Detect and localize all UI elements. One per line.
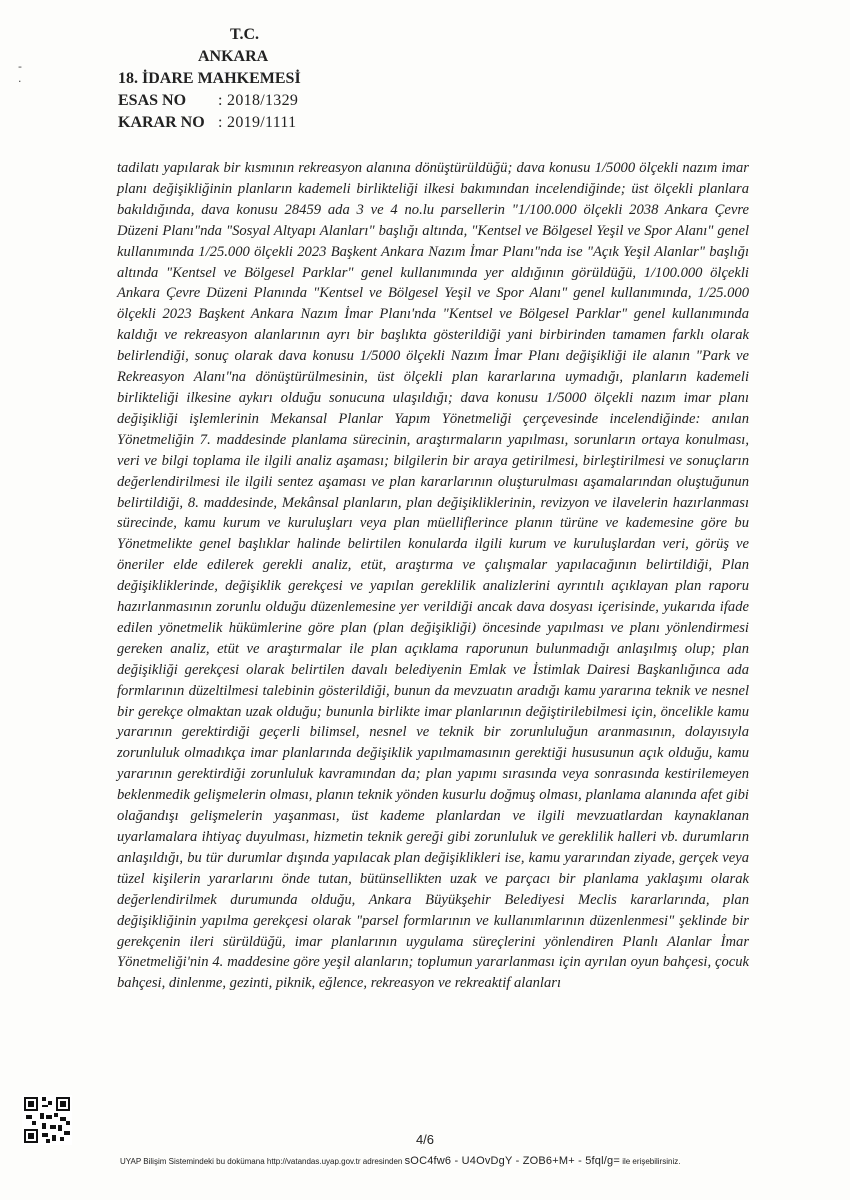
karar-value: : 2019/1111 — [218, 114, 297, 131]
karar-row — [118, 112, 301, 134]
page-number: 4/6 — [415, 1132, 435, 1147]
footer-code: sOC4fw6 - U4OvDgY - ZOB6+M+ - 5fql/g= — [404, 1155, 620, 1167]
karar-label: KARAR NO — [118, 114, 205, 131]
document-header — [118, 24, 301, 134]
footer-suffix: ile erişebilirsiniz. — [622, 1157, 681, 1166]
decision-body-text: tadilatı yapılarak bir kısmının rekreasyon alanına dönüştürüldüğü; dava konusu 1/5000 ölçekli nazım imar planı değişikliğinin planların kademeli birlikteliği ilkesi bakımından incelendiğinde; üst ölçekli planlara bakıldığında, dava konusu 28459 ada 3 ve 4 no.lu parsellerin "1/100.000 ölçekli 2038 Ankara Çevre Düzeni Planı"nda "Sosyal Altyapı Alanları" başlığı altında, "Kentsel ve Bölgesel Yeşil ve Spor Alanı" genel kullanımında 1/25.000 ölçekli 2023 Başkent Ankara Nazım İmar Planı"nda ise "Açık Yeşil Alanlar" başlığı altında "Kentsel ve Bölgesel Parklar" genel kullanımında yer aldığının görüldüğü, 1/100.000 ölçekli Ankara Çevre Düzeni Planında "Kentsel ve Bölgesel Yeşil ve Spor Alanı" genel kullanımında, 1/25.000 ölçekli 2023 Başkent Ankara Nazım İmar Planı'nda "Kentsel ve Bölgesel Parklar" genel kullanımında kaldığı ve rekreasyon alanlarının ayrı bir başlıkta gösterildiği yani birbirinden tamamen farklı olarak belirlendiği, sonuç olarak dava konusu 1/5000 ölçekli Nazım İmar Planı değişikliği ile alanın "Park ve Rekreasyon Alanı"na dönüştürülmesinin, üst ölçekli plan kararlarına uymadığı, planların kademeli birlikteliği ilkesine aykırı olduğu sonucuna ulaşıldığı; dava konusu 1/5000 ölçekli nazım imar planı değişikliği işlemlerinin Mekansal Planlar Yapım Yönetmeliği çerçevesinde incelendiğinde: anılan Yönetmeliğin 7. maddesinde planlama sürecinin, araştırmaların yapılması, sorunların ortaya konulması, veri ve bilgi toplama ile ilgili analiz aşaması; bilgilerin bir araya getirilmesi, birleştirilmesi ve sonuçların değerlendirilmesi ile ilgili sentez aşaması ve plan kararlarının oluşturulması aşamalarından oluştuğunun belirtildiği, 8. maddesinde, Mekânsal planların, plan değişikliklerinin, revizyon ve ilavelerin hazırlanması sürecinde, kamu kurum ve kuruluşları veya plan müelliflerince planın türüne ve kademesine göre bu Yönetmelikte genel başlıklar halinde belirtilen konularda ilgili kurum ve kuruluşlardan veri, görüş ve öneriler elde edilerek gerekli analiz, etüt, araştırma ve çalışmalar yapılacağının belirtildiği, Plan değişikliklerinde, değişiklik gerekçesi ve yapılan gereklilik analizlerini ayrıntılı açıklayan plan raporu hazırlanmasının zorunlu olduğu düzenlemesine yer verildiği ancak dava dosyası içerisinde, yukarıda ifade edilen yönetmelik hükümlerine göre plan (plan değişikliği) öncesinde yapılması ve planı yönlendirmesi gereken analiz, etüt ve araştırmalar ile plan açıklama raporunun bulunmadığı anlaşılmış olup; plan değişikliği gerekçesi olarak belirtilen davalı belediyenin Emlak ve İstimlak Dairesi Başkanlığınca ada formlarının düzeltilmesi talebinin gösterildiği, bunun da mevzuatın aradığı kamu yararına teknik ve nesnel bir gerekçe olmaktan uzak olduğu; bununla birlikte imar planlarının değiştirilebilmesi için, öncelikle kamu yararının gerektirdiği geçerli bilimsel, nesnel ve teknik bir zorunluluğun aranmasının, dolayısıyla zorunluluk olmadıkça imar planlarında değişiklik yapılmamasının gerektiği hususunun açık olduğu, kamu yararının gerektirdiği zorunluluk kavramından da; plan yapımı sırasında veya sonrasında kestirilemeyen beklenmedik gelişmelerin olması, planın teknik yönden kusurlu doğmuş olması, planlama alanında afet gibi olağandışı gelişmelerin yaşanması, üst kademe planlardan ve ilgili mevzuatlardan kaynaklanan uyarlamalara ihtiyaç duyulması, hizmetin teknik gereği gibi zorunluluk ve gereklilik halleri vb. durumların anlaşıldığı, bu tür durumlar dışında yapılacak plan değişiklikleri ise, kamu yararından ziyade, gerçek veya tüzel kişilerin yararlarını önde tutan, bütünsellikten uzak ve parçacı bir planlama yaklaşımı olarak değerlendirilmek durumunda olduğu, Ankara Büyükşehir Belediyesi Meclis kararlarında, plan değişikliğinin yapılma gerekçesi olarak "parsel formlarının ve kullanımlarının düzenlenmesi" şeklinde bir gerekçenin ileri sürüldüğü, imar planlarının uygulama süreçlerini yönlendiren Planlı Alanlar İmar Yönetmeliği'nin 4. maddesine göre yeşil alanların; toplumun yararlanması için ayrılan oyun bahçesi, çocuk bahçesi, dinlenme, gezinti, piknik, eğlence, rekreasyon ve rekreaktif alanları — [117, 160, 749, 992]
esas-value: : 2018/1329 — [218, 92, 299, 109]
header-country: T.C. — [230, 26, 260, 43]
header-city: ANKARA — [198, 48, 269, 65]
footer-text: UYAP Bilişim Sistemindeki bu dokümana http://vatandas.uyap.gov.tr adresinden — [120, 1157, 403, 1166]
esas-row — [118, 90, 301, 112]
footer-uyap — [120, 1155, 820, 1167]
margin-dot: · — [18, 75, 22, 88]
header-court: 18. İDARE MAHKEMESİ — [118, 70, 301, 87]
esas-label: ESAS NO — [118, 92, 187, 109]
margin-dash: - — [18, 60, 22, 73]
